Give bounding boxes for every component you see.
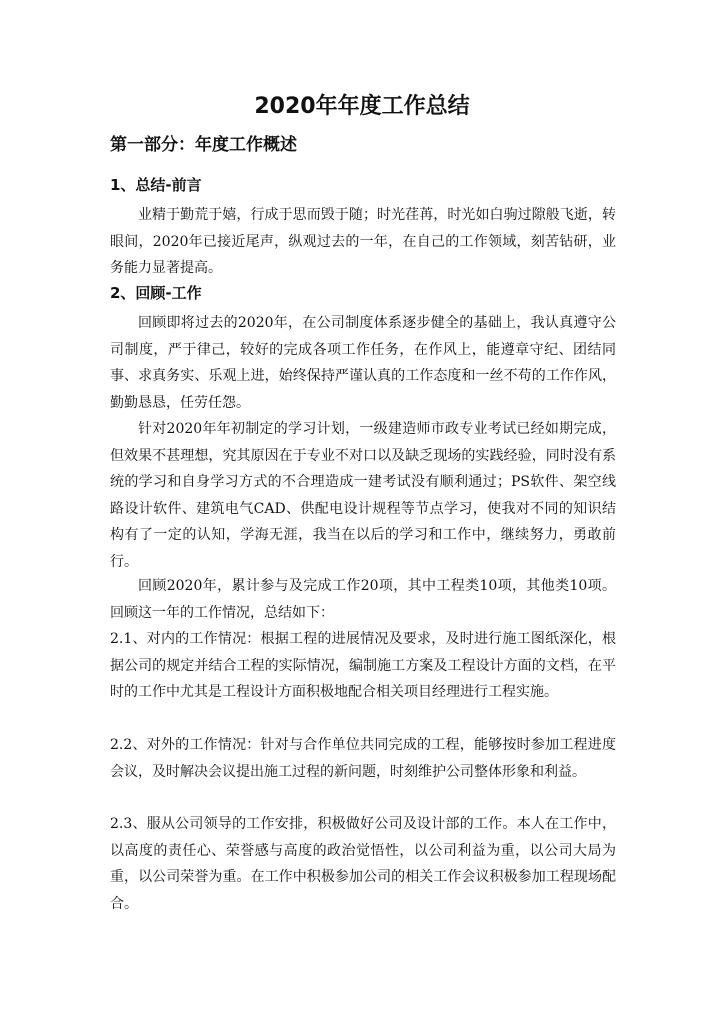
subsection-heading-review: 2、回顾-工作	[110, 284, 202, 302]
paragraph-preface: 业精于勤荒于嬉，行成于思而毁于随；时光荏苒，时光如白驹过隙般飞逝，转眼间，2020年已接近尾声，纵观过去的一年，在自己的工作领域，刻苦钻研，业务能力显著提高。	[110, 207, 616, 276]
paragraph-study-plan: 针对2020年年初制定的学习计划，一级建造师市政专业考试已经如期完成，但效果不甚理想，究其原因在于专业不对口以及缺乏现场的实践经验，同时没有系统的学习和自身学习方式的不合理造成一建考试没有顺利通过；PS软件、架空线路设计软件、建筑电气CAD、供配电设计规程等节点学习，使我对不同的知识结构有了一定的认知，学海无涯，我当在以后的学习和工作中，继续努力，勇敢前行。	[110, 421, 616, 570]
subsection-heading-preface: 1、总结-前言	[110, 176, 202, 194]
document-title: 2020年年度工作总结	[254, 94, 470, 119]
paragraph-review-intro: 回顾即将过去的2020年，在公司制度体系逐步健全的基础上，我认真遵守公司制度，严于律己，较好的完成各项工作任务，在作风上，能遵章守纪、团结同事、求真务实、乐观上进，始终保持严谨认真的工作态度和一丝不苟的工作作风，勤勤恳恳，任劳任怨。	[110, 315, 616, 411]
paragraph-obey-leadership: 2.3、服从公司领导的工作安排，积极做好公司及设计部的工作。本人在工作中，以高度的责任心、荣誉感与高度的政治觉悟性，以公司利益为重，以公司大局为重，以公司荣誉为重。在工作中积极参加公司的相关工作会议积极参加工程现场配合。	[110, 816, 616, 912]
paragraph-external-work: 2.2、对外的工作情况：针对与合作单位共同完成的工程，能够按时参加工程进度会议，及时解决会议提出施工过程的新问题，时刻维护公司整体形象和利益。	[110, 737, 616, 780]
section-heading: 第一部分：年度工作概述	[110, 135, 297, 155]
paragraph-internal-work: 2.1、对内的工作情况：根据工程的进展情况及要求，及时进行施工图纸深化，根据公司的规定并结合工程的实际情况，编制施工方案及工程设计方面的文档，在平时的工作中尤其是工程设计方面积极地配合相关项目经理进行工程实施。	[110, 631, 616, 700]
paragraph-work-count: 回顾2020年，累计参与及完成工作20项，其中工程类10项，其他类10项。回顾这一年的工作情况，总结如下：	[110, 578, 616, 621]
